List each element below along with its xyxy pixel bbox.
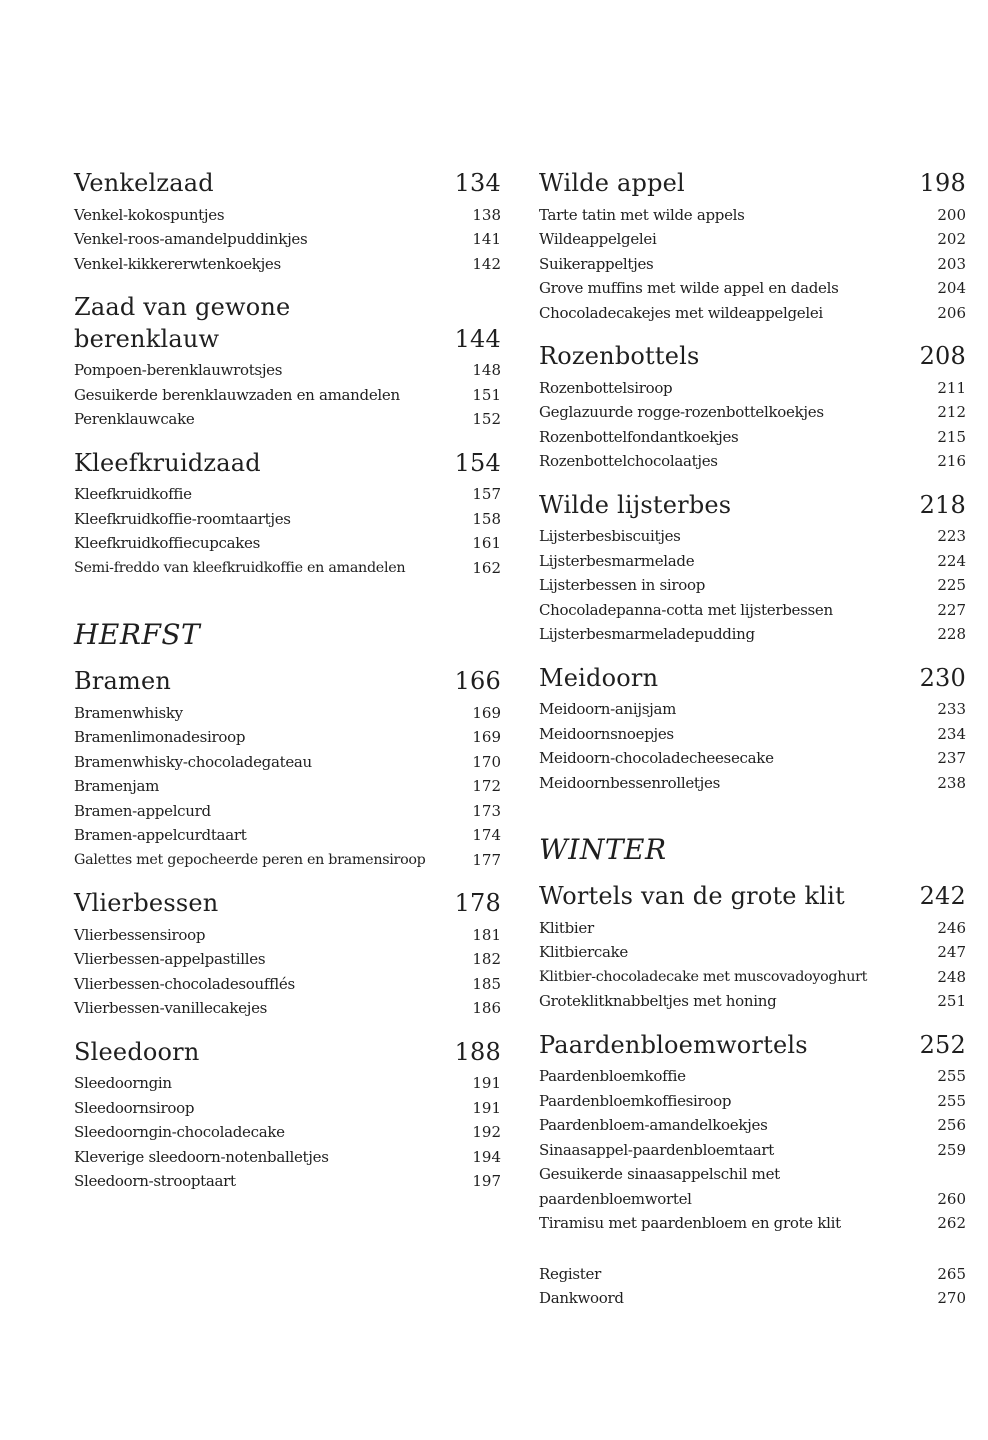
section-title: Meidoorn — [539, 663, 659, 692]
entry-page: 234 — [937, 724, 966, 743]
entry-page: 141 — [472, 230, 501, 248]
entry-page: 216 — [937, 452, 966, 470]
entry-page: 182 — [472, 950, 501, 968]
section-page: 178 — [454, 889, 501, 917]
entry-label: Kleverige sleedoorn-notenballetjes — [74, 1147, 329, 1166]
section-title: Bramen — [74, 667, 172, 695]
toc-entry[interactable] — [74, 1120, 501, 1145]
toc-entry[interactable] — [74, 507, 501, 532]
toc-entry[interactable] — [74, 383, 501, 408]
entry-page: 256 — [937, 1116, 966, 1134]
entry-page: 138 — [472, 205, 501, 224]
entry-label: Chocoladecakejes met wildeappelgelei — [539, 303, 823, 322]
section-heading — [539, 168, 966, 200]
section-heading — [74, 448, 501, 480]
toc-entry[interactable] — [74, 725, 501, 750]
entry-label: Meidoornbessenrolletjes — [539, 773, 720, 792]
left-column — [74, 168, 501, 1194]
section-paardenbloemwortels — [539, 1030, 966, 1236]
toc-entry[interactable] — [539, 916, 966, 941]
entry-page: 225 — [937, 576, 966, 594]
toc-entry[interactable] — [539, 1113, 966, 1138]
toc-entry[interactable] — [74, 774, 501, 799]
section-page: 242 — [919, 882, 966, 910]
section-heading — [539, 663, 966, 695]
entry-label: Klitbier — [539, 918, 594, 937]
section-heading — [74, 888, 501, 920]
entry-page: 233 — [937, 700, 966, 718]
section-page: 252 — [919, 1030, 966, 1059]
toc-entry[interactable] — [539, 598, 966, 623]
toc-entry[interactable] — [539, 400, 966, 425]
entry-page: 162 — [472, 558, 501, 577]
entry-page: 204 — [937, 279, 966, 297]
section-page: 134 — [454, 169, 501, 197]
entry-page: 194 — [472, 1147, 501, 1166]
toc-entry[interactable] — [539, 301, 966, 326]
entry-page: 197 — [472, 1172, 501, 1190]
entry-page: 148 — [472, 361, 501, 379]
toc-entry[interactable] — [74, 556, 501, 581]
entry-label: Bramen-appelcurd — [74, 801, 211, 820]
section-page: 230 — [919, 663, 966, 692]
entry-label: Semi-freddo van kleefkruidkoffie en amandelen — [74, 559, 406, 576]
entry-page: 151 — [472, 385, 501, 404]
entry-label: Bramenjam — [74, 777, 160, 795]
entry-label: Venkel-kikkererwtenkoekjes — [74, 254, 281, 273]
toc-entry[interactable] — [74, 972, 501, 997]
entry-page: 191 — [472, 1098, 501, 1117]
entry-label: Bramenwhisky-chocoladegateau — [74, 752, 312, 771]
entry-page: 192 — [472, 1123, 501, 1141]
entry-label: Pompoen-berenklauwrotsjes — [74, 361, 283, 379]
toc-entry[interactable] — [74, 1145, 501, 1170]
toc-entry[interactable] — [539, 697, 966, 722]
toc-entry[interactable] — [74, 203, 501, 228]
toc-entry[interactable] — [539, 746, 966, 771]
toc-entry[interactable] — [74, 701, 501, 726]
toc-entry[interactable] — [74, 531, 501, 556]
toc-entry[interactable] — [539, 549, 966, 574]
section-sleedoorn — [74, 1037, 501, 1194]
section-page: 198 — [919, 169, 966, 197]
entry-page: 224 — [937, 551, 966, 570]
entry-label: Sleedoornsiroop — [74, 1098, 195, 1117]
entry-label: Sleedoorngin-chocoladecake — [74, 1123, 285, 1141]
entry-label: Paardenbloemkoffie — [539, 1067, 686, 1085]
entry-page: 191 — [472, 1074, 501, 1092]
toc-entry[interactable] — [74, 848, 501, 873]
entry-page: 203 — [937, 254, 966, 273]
section-grote-klit — [539, 881, 966, 1014]
section-page: 218 — [919, 490, 966, 519]
toc-entry[interactable] — [539, 449, 966, 474]
section-heading — [74, 168, 501, 200]
entry-page: 237 — [937, 749, 966, 767]
entry-label: Geglazuurde rogge-rozenbottelkoekjes — [539, 403, 824, 421]
toc-entry[interactable] — [74, 358, 501, 383]
toc-entry[interactable] — [74, 1096, 501, 1121]
entry-page: 251 — [937, 992, 966, 1010]
section-heading — [539, 881, 966, 913]
section-kleefkruidzaad — [74, 448, 501, 581]
entry-label: Tiramisu met paardenbloem en grote klit — [539, 1214, 841, 1232]
entry-page: 161 — [472, 534, 501, 552]
entry-label: Bramenlimonadesiroop — [74, 728, 246, 746]
entry-label: Kleefkruidkoffie — [74, 485, 192, 503]
section-title: Kleefkruidzaad — [74, 448, 261, 477]
entry-label: Vlierbessen-chocoladesoufflés — [74, 974, 295, 993]
section-vlierbessen — [74, 888, 501, 1021]
section-bramen — [74, 666, 501, 872]
entry-page: 270 — [937, 1289, 966, 1307]
entry-page: 202 — [937, 230, 966, 248]
entry-page: 259 — [937, 1140, 966, 1159]
entry-page: 238 — [937, 773, 966, 792]
toc-entry[interactable] — [539, 1064, 966, 1089]
section-title: Wortels van de grote klit — [539, 882, 845, 910]
season-heading-herfst: HERFST — [74, 618, 201, 651]
entry-label: Bramen-appelcurdtaart — [74, 826, 247, 844]
entry-page: 265 — [937, 1264, 966, 1283]
entry-page: 200 — [937, 205, 966, 224]
entry-label: Paardenbloem-amandelkoekjes — [539, 1116, 768, 1134]
entry-label: Vlierbessen-appelpastilles — [74, 950, 266, 968]
entry-label: Sleedoorn-strooptaart — [74, 1172, 236, 1190]
section-meidoorn — [539, 663, 966, 796]
section-berenklauw — [74, 292, 501, 432]
section-title: Wilde lijsterbes — [539, 490, 732, 519]
entry-page: 177 — [472, 850, 501, 869]
toc-entry[interactable] — [539, 722, 966, 747]
section-heading — [74, 1037, 501, 1069]
season-heading-winter: WINTER — [539, 833, 667, 866]
section-heading — [74, 666, 501, 698]
entry-label: Vlierbessen-vanillecakejes — [74, 999, 268, 1017]
toc-entry[interactable] — [74, 227, 501, 252]
entry-page: 211 — [937, 378, 966, 397]
entry-label: Klitbier-chocoladecake met muscovadoyoghurt — [539, 968, 868, 985]
section-page: 166 — [454, 667, 501, 695]
toc-entry[interactable] — [539, 965, 966, 990]
toc-entry[interactable] — [539, 989, 966, 1014]
entry-label: Venkel-roos-amandelpuddinkjes — [74, 230, 308, 248]
toc-entry[interactable] — [539, 1211, 966, 1236]
entry-page: 169 — [472, 728, 501, 746]
section-heading — [74, 292, 501, 355]
entry-page: 173 — [472, 801, 501, 820]
toc-entry[interactable] — [539, 1162, 966, 1211]
entry-label: Gesuikerde sinaasappelschil met paardenbloemwortel — [539, 1165, 780, 1208]
entry-page: 158 — [472, 509, 501, 528]
entry-label: Grove muffins met wilde appel en dadels — [539, 279, 839, 297]
entry-label: Rozenbottelchocolaatjes — [539, 452, 718, 470]
toc-entry[interactable] — [539, 1138, 966, 1163]
entry-label: Suikerappeltjes — [539, 254, 654, 273]
entry-label: Lijsterbesmarmeladepudding — [539, 625, 755, 643]
toc-entry[interactable] — [74, 1071, 501, 1096]
section-title: Wilde appel — [539, 169, 685, 197]
toc-entry[interactable] — [539, 524, 966, 549]
entry-page: 215 — [937, 427, 966, 446]
section-page: 144 — [454, 324, 501, 353]
right-column — [539, 168, 966, 1311]
toc-entry[interactable] — [74, 1169, 501, 1194]
toc-entry[interactable] — [74, 750, 501, 775]
toc-entry[interactable] — [74, 407, 501, 432]
entry-label: Meidoornsnoepjes — [539, 724, 674, 743]
toc-entry[interactable] — [539, 940, 966, 965]
entry-page: 142 — [472, 254, 501, 273]
entry-label: Kleefkruidkoffiecupcakes — [74, 534, 260, 552]
entry-label: Lijsterbesmarmelade — [539, 551, 695, 570]
section-heading — [539, 490, 966, 522]
entry-label: Rozenbottelsiroop — [539, 378, 673, 397]
entry-label: Vlierbessensiroop — [74, 925, 206, 944]
entry-label: Bramenwhisky — [74, 703, 183, 722]
entry-label: Kleefkruidkoffie-roomtaartjes — [74, 509, 291, 528]
section-title: Zaad van gewone berenklauw — [74, 293, 291, 353]
entry-label: Wildeappelgelei — [539, 230, 657, 248]
entry-label: Sleedoorngin — [74, 1074, 172, 1092]
toc-entry[interactable] — [539, 622, 966, 647]
entry-label: Meidoorn-chocoladecheesecake — [539, 749, 774, 767]
toc-entry[interactable] — [539, 276, 966, 301]
entry-page: 152 — [472, 410, 501, 428]
toc-entry[interactable] — [74, 252, 501, 277]
toc-entry[interactable] — [74, 799, 501, 824]
section-title: Venkelzaad — [74, 169, 214, 197]
entry-page: 169 — [472, 703, 501, 722]
section-wilde-appel — [539, 168, 966, 325]
entry-page: 181 — [472, 925, 501, 944]
section-page: 188 — [454, 1037, 501, 1066]
entry-label: Chocoladepanna-cotta met lijsterbessen — [539, 600, 833, 619]
section-title: Vlierbessen — [74, 889, 219, 917]
toc-entry-register[interactable] — [539, 1262, 966, 1287]
toc-entry[interactable] — [539, 1089, 966, 1114]
entry-label: Groteklitknabbeltjes met honing — [539, 992, 777, 1010]
entry-page: 255 — [937, 1067, 966, 1085]
entry-page: 174 — [472, 826, 501, 844]
toc-entry[interactable] — [74, 996, 501, 1021]
entry-label: Sinaasappel-paardenbloemtaart — [539, 1140, 774, 1159]
entry-label: Klitbiercake — [539, 943, 628, 961]
section-rozenbottels — [539, 341, 966, 474]
section-title: Sleedoorn — [74, 1037, 200, 1066]
entry-label: Rozenbottelfondantkoekjes — [539, 427, 739, 446]
toc-entry[interactable] — [539, 252, 966, 277]
entry-label: Gesuikerde berenklauwzaden en amandelen — [74, 385, 400, 404]
toc-entry[interactable] — [74, 482, 501, 507]
toc-entry-dankwoord[interactable] — [539, 1286, 966, 1311]
entry-page: 255 — [937, 1091, 966, 1110]
entry-label: Dankwoord — [539, 1289, 624, 1307]
entry-page: 248 — [937, 967, 966, 986]
toc-entry[interactable] — [74, 947, 501, 972]
section-page: 208 — [919, 342, 966, 370]
entry-page: 172 — [472, 777, 501, 795]
toc-entry[interactable] — [539, 771, 966, 796]
entry-page: 212 — [937, 403, 966, 421]
entry-page: 206 — [937, 303, 966, 322]
section-page: 154 — [454, 448, 501, 477]
entry-label: Venkel-kokospuntjes — [74, 205, 225, 224]
toc-entry[interactable] — [539, 376, 966, 401]
entry-label: Lijsterbesbiscuitjes — [539, 527, 681, 545]
entry-page: 170 — [472, 752, 501, 771]
entry-page: 227 — [937, 600, 966, 619]
entry-page: 185 — [472, 974, 501, 993]
entry-page: 223 — [937, 527, 966, 545]
entry-page: 246 — [937, 918, 966, 937]
entry-page: 260 — [937, 1189, 966, 1208]
entry-label: Lijsterbessen in siroop — [539, 576, 706, 594]
entry-label: Tarte tatin met wilde appels — [539, 205, 745, 224]
entry-label: Register — [539, 1264, 601, 1283]
section-title: Rozenbottels — [539, 342, 700, 370]
entry-label: Galettes met gepocheerde peren en bramensiroop — [74, 851, 426, 868]
toc-entry[interactable] — [74, 923, 501, 948]
toc-entry[interactable] — [539, 425, 966, 450]
entry-page: 186 — [472, 999, 501, 1017]
entry-label: Perenklauwcake — [74, 410, 195, 428]
section-venkelzaad — [74, 168, 501, 276]
section-heading — [539, 1030, 966, 1062]
entry-page: 247 — [937, 943, 966, 961]
entry-label: Paardenbloemkoffiesiroop — [539, 1091, 732, 1110]
section-end-matter — [539, 1262, 966, 1311]
toc-entry[interactable] — [539, 573, 966, 598]
section-heading — [539, 341, 966, 373]
entry-label: Meidoorn-anijsjam — [539, 700, 677, 718]
toc-entry[interactable] — [74, 823, 501, 848]
entry-page: 228 — [937, 625, 966, 643]
entry-page: 157 — [472, 485, 501, 503]
section-wilde-lijsterbes — [539, 490, 966, 647]
toc-entry[interactable] — [539, 203, 966, 228]
section-title: Paardenbloemwortels — [539, 1030, 808, 1059]
toc-entry[interactable] — [539, 227, 966, 252]
entry-page: 262 — [937, 1214, 966, 1232]
